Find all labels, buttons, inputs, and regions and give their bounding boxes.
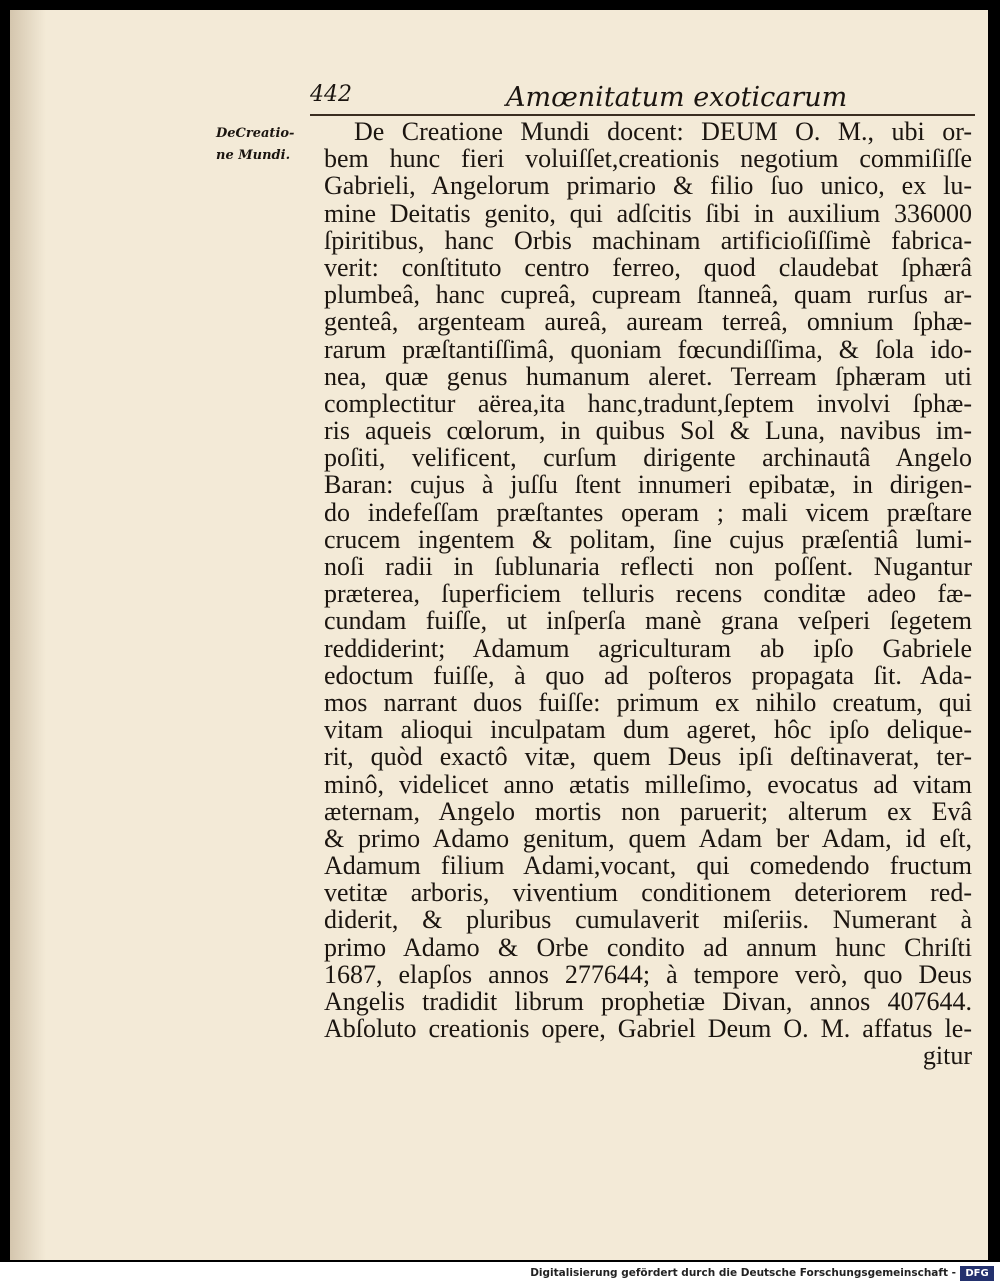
text-line: minô, videlicet anno ætatis milleſimo, evocatus ad vitam [324,769,972,799]
footer-bar [0,1262,1000,1285]
text-line: bem hunc fieri voluiſſet,creationis negotium commiſiſſe [324,144,972,174]
page-number: 442 [310,82,352,107]
text-line: 1687, elapſos annos 277644; à tempore verò, quo Deus [324,959,972,989]
book-page [10,10,988,1260]
text-line: nea, quæ genus humanum aleret. Terream ſphæram uti [324,361,972,391]
funding-credit: Digitalisierung gefördert durch die Deutsche Forschungsgemeinschaft - [530,1267,956,1279]
text-line: edoctum fuiſſe, à quo ad poſteros propagata ſit. Ada- [324,660,972,690]
marginal-note-line: ne Mundi. [216,148,291,163]
body-text [324,118,972,1070]
text-line: præterea, ſuperficiem telluris recens conditæ adeo fæ- [324,579,972,609]
text-line: diderit, & pluribus cumulaverit miſeriis. Numerant à [324,905,972,935]
marginal-note-line: DeCreatio- [216,126,295,141]
text-line: mos narrant duos fuiſſe: primum ex nihilo creatum, qui [324,687,972,717]
text-line: vitam alioqui inculpatam dum ageret, hôc ipſo delique- [324,715,972,745]
text-line: verit: conſtituto centro ferreo, quod claudebat ſphærâ [324,252,972,282]
text-line: Baran: cujus à juſſu ſtent innumeri epibatæ, in dirigen- [324,470,972,500]
dfg-logo: DFG [960,1266,994,1281]
text-line: De Creatione Mundi docent: DEUM O. M., ubi or- [354,117,972,146]
text-line: cundam fuiſſe, ut inſperſa manè grana veſperi ſegetem [324,606,972,636]
text-line: Gabrieli, Angelorum primario & filio ſuo unico, ex lu- [324,171,972,201]
text-line: ſpiritibus, hanc Orbis machinam artificioſiſſimè fabrica- [324,225,972,255]
text-line: Adamum filium Adami,vocant, qui comedendo fructum [324,851,972,881]
text-line: poſiti, velificent, curſum dirigente archinautâ Angelo [324,443,972,473]
marginal-note [216,123,310,167]
text-line: & primo Adamo genitum, quem Adam ber Adam, id eſt, [324,823,972,853]
text-line: genteâ, argenteam aureâ, auream terreâ, omnium ſphæ- [324,307,972,337]
text-line: æternam, Angelo mortis non paruerit; alterum ex Evâ [324,796,972,826]
text-line: gitur [922,1041,972,1071]
text-line: do indefeſſam præſtantes operam ; mali vicem præſtare [324,497,972,527]
running-head: Amœnitatum exoticarum [506,82,848,113]
text-line: crucem ingentem & politam, ſine cujus præſentiâ lumi- [324,524,972,554]
text-line: rarum præſtantiſſimâ, quoniam fœcundiſſima, & ſola ido- [324,334,972,364]
text-line: reddiderint; Adamum agriculturam ab ipſo Gabriele [324,633,972,663]
header-rule [310,114,975,116]
text-line: vetitæ arboris, viventium conditionem deteriorem red- [324,878,972,908]
text-line: Abſoluto creationis opere, Gabriel Deum O. M. affatus le- [324,1014,972,1044]
text-line: rit, quòd exactô vitæ, quem Deus ipſi deſtinaverat, ter- [324,742,972,772]
text-line: ris aqueis cœlorum, in quibus Sol & Luna, navibus im- [324,416,972,446]
text-line: primo Adamo & Orbe condito ad annum hunc Chriſti [324,932,972,962]
text-line: noſi radii in ſublunaria reflecti non poſſent. Nugantur [324,552,972,581]
text-line: complectitur aërea,ita hanc,tradunt,ſeptem involvi ſphæ- [324,388,972,418]
text-line: Angelis tradidit librum prophetiæ Divan, annos 407644. [324,987,972,1016]
text-line: plumbeâ, hanc cupreâ, cupream ſtanneâ, quam rurſus ar- [324,280,972,310]
text-line: mine Deitatis genito, qui adſcitis ſibi in auxilium 336000 [324,198,972,228]
